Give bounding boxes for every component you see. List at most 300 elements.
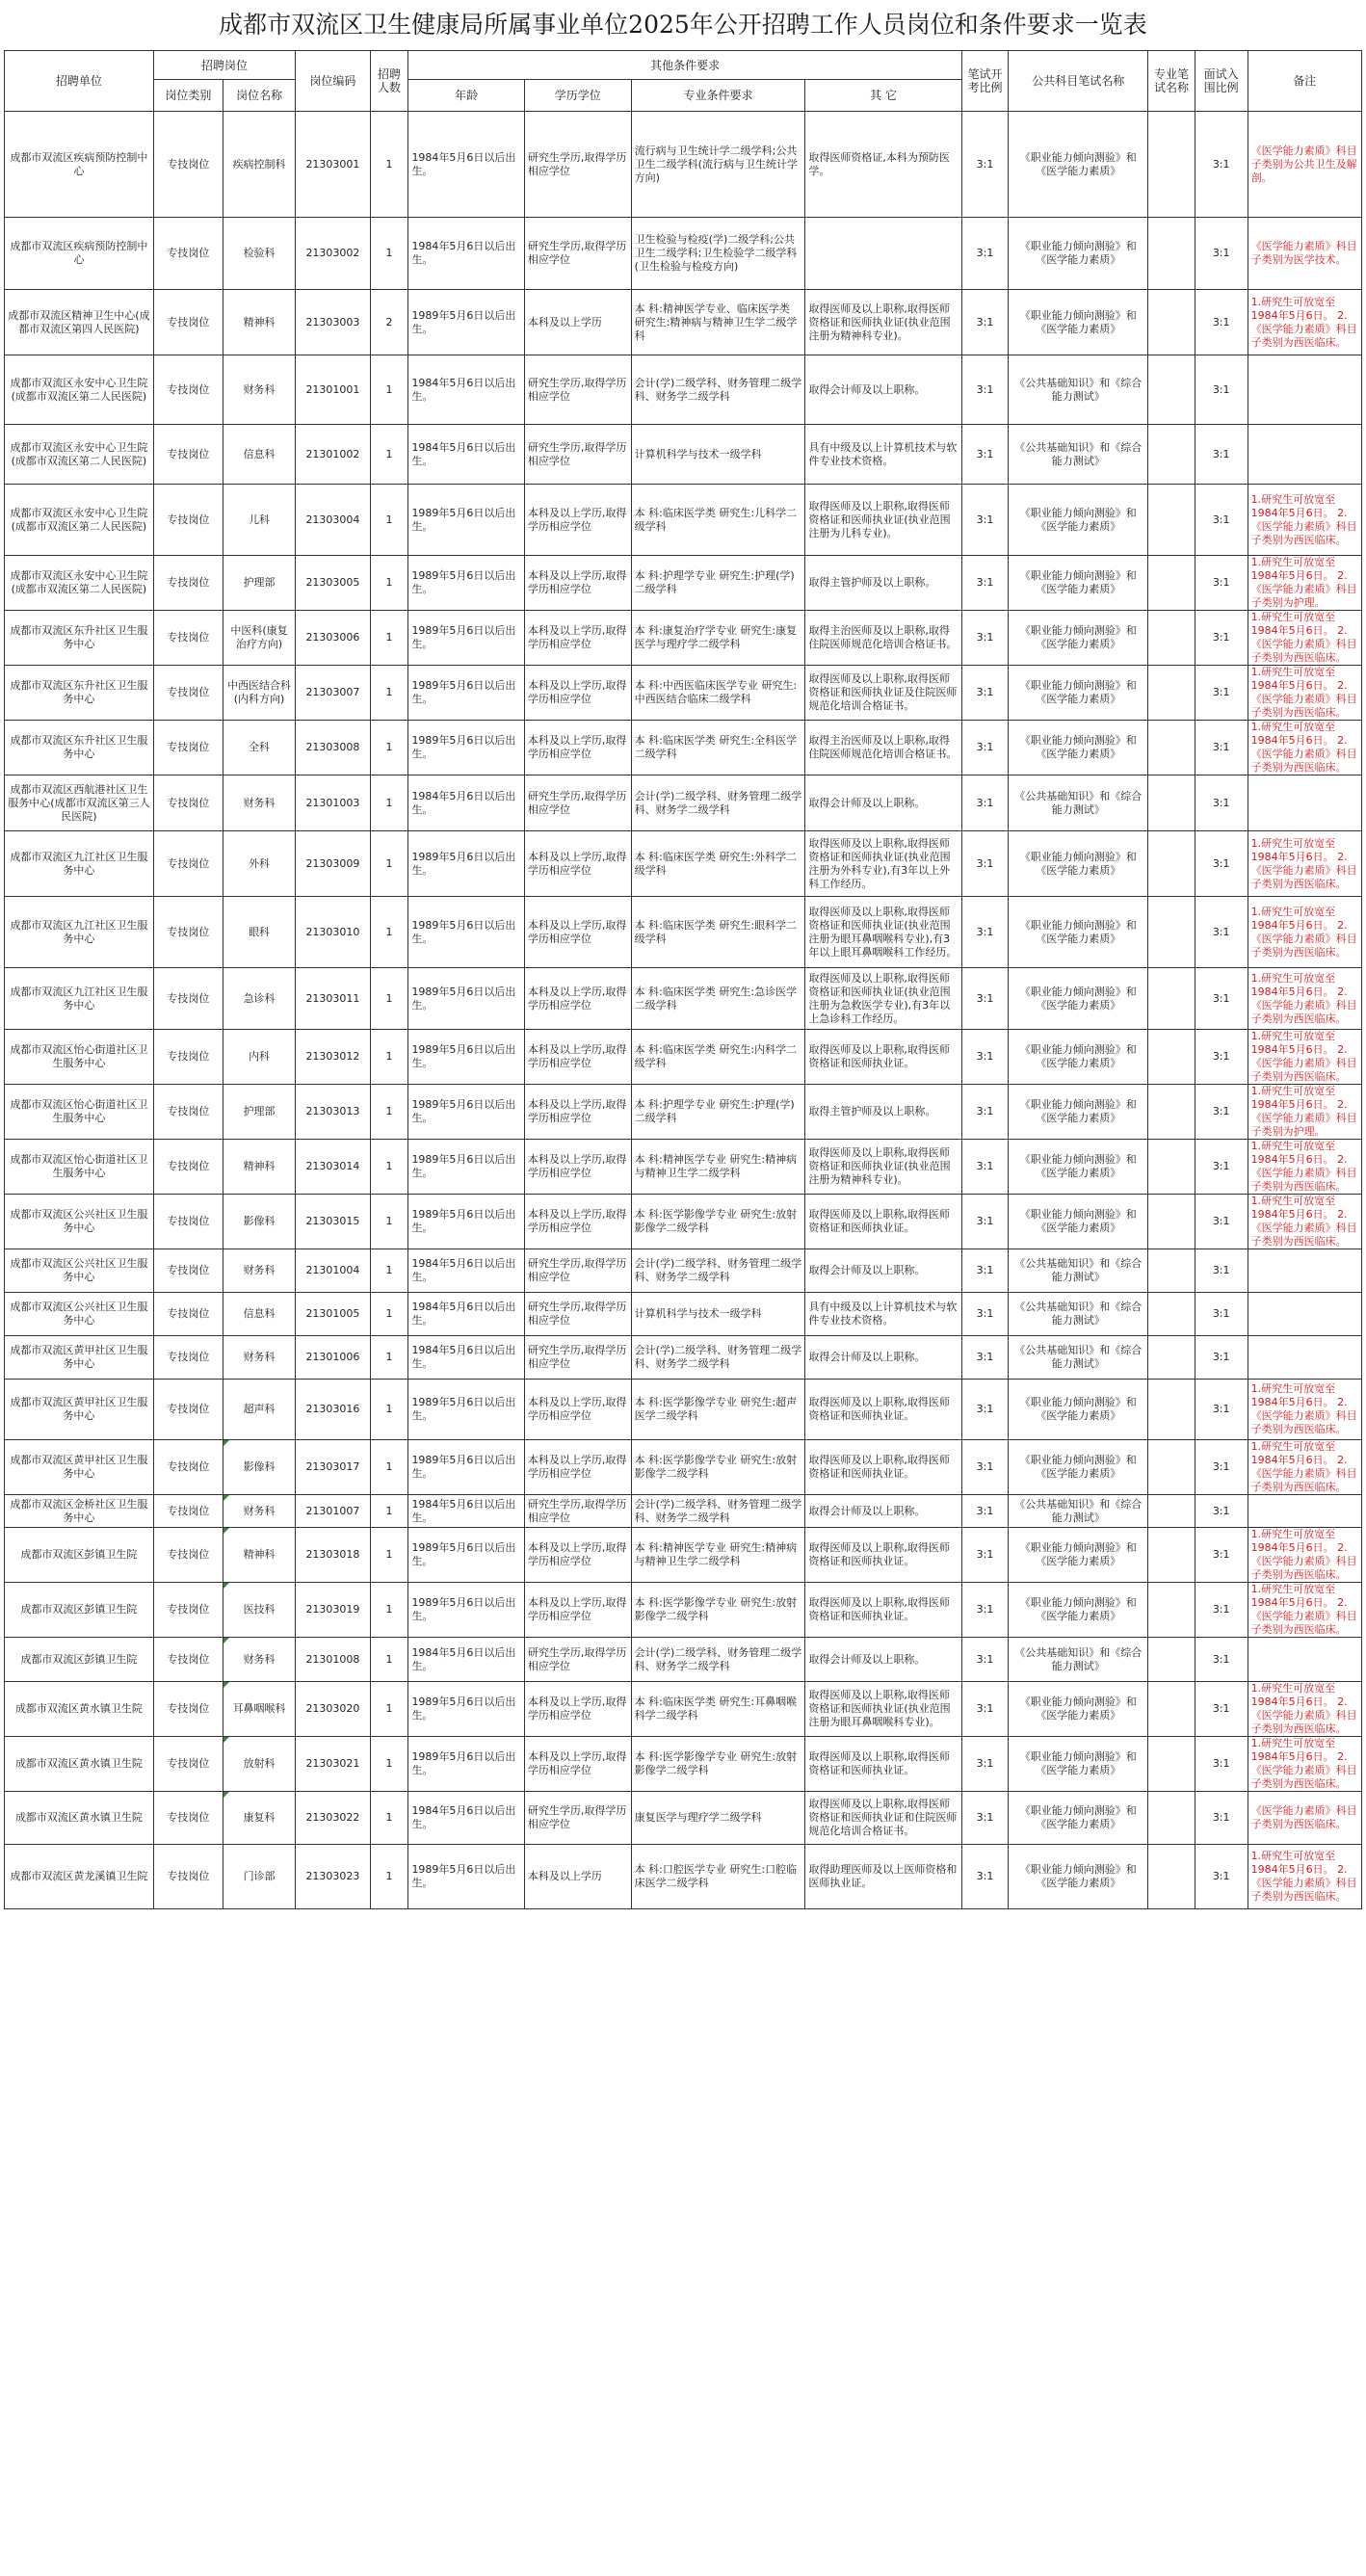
ratio-cell: 3:1 bbox=[961, 775, 1008, 831]
unit-cell: 成都市双流区永安中心卫生院(成都市双流区第二人民医院) bbox=[5, 485, 154, 556]
other-cell: 取得会计师及以上职称。 bbox=[805, 775, 961, 831]
post-type-cell: 专技岗位 bbox=[153, 1737, 223, 1792]
table-row bbox=[5, 1440, 1362, 1495]
post-type-cell: 专技岗位 bbox=[153, 1336, 223, 1380]
post-name-cell: 信息科 bbox=[223, 1293, 295, 1336]
interview-ratio-cell: 3:1 bbox=[1195, 831, 1248, 897]
ratio-cell: 3:1 bbox=[961, 721, 1008, 775]
remark-cell: 1.研究生可放宽至1984年5月6日。 2.《医学能力素质》科目子类别为西医临床。 bbox=[1248, 1682, 1361, 1737]
interview-ratio-cell: 3:1 bbox=[1195, 1085, 1248, 1140]
public-exam-cell: 《职业能力倾向测验》和《医学能力素质》 bbox=[1009, 968, 1148, 1030]
other-cell: 具有中级及以上计算机技术与软件专业技术资格。 bbox=[805, 425, 961, 485]
pro-exam-cell bbox=[1148, 112, 1195, 218]
post-name-cell: 耳鼻咽喉科 bbox=[223, 1682, 295, 1737]
public-exam-cell: 《职业能力倾向测验》和《医学能力素质》 bbox=[1009, 1583, 1148, 1638]
post-type-cell: 专技岗位 bbox=[153, 1195, 223, 1249]
interview-ratio-cell: 3:1 bbox=[1195, 897, 1248, 968]
other-cell: 取得助理医师及以上医师资格和医师执业证。 bbox=[805, 1845, 961, 1909]
post-code-cell: 21303022 bbox=[296, 1792, 370, 1845]
education-cell: 研究生学历,取得学历相应学位 bbox=[524, 1495, 631, 1528]
age-cell: 1984年5月6日以后出生。 bbox=[408, 775, 524, 831]
age-cell: 1989年5月6日以后出生。 bbox=[408, 1845, 524, 1909]
table-row bbox=[5, 1845, 1362, 1909]
ratio-cell: 3:1 bbox=[961, 1293, 1008, 1336]
count-cell: 1 bbox=[370, 1528, 408, 1583]
post-type-cell: 专技岗位 bbox=[153, 425, 223, 485]
major-cell: 本 科:护理学专业 研究生:护理(学)二级学科 bbox=[631, 556, 805, 611]
remark-cell bbox=[1248, 355, 1361, 425]
post-name-cell: 护理部 bbox=[223, 556, 295, 611]
post-code-cell: 21301008 bbox=[296, 1638, 370, 1682]
table-row bbox=[5, 1583, 1362, 1638]
unit-cell: 成都市双流区公兴社区卫生服务中心 bbox=[5, 1249, 154, 1293]
age-cell: 1984年5月6日以后出生。 bbox=[408, 1336, 524, 1380]
pro-exam-cell bbox=[1148, 1495, 1195, 1528]
post-code-cell: 21301002 bbox=[296, 425, 370, 485]
post-name-cell: 急诊科 bbox=[223, 968, 295, 1030]
count-cell: 1 bbox=[370, 1682, 408, 1737]
interview-ratio-cell: 3:1 bbox=[1195, 1030, 1248, 1085]
pro-exam-cell bbox=[1148, 1249, 1195, 1293]
other-cell: 取得医师及以上职称,取得医师资格证和医师执业证(执业范围注册为眼耳鼻咽喉科专业)。 bbox=[805, 1682, 961, 1737]
remark-cell: 1.研究生可放宽至1984年5月6日。 2.《医学能力素质》科目子类别为西医临床。 bbox=[1248, 1440, 1361, 1495]
pro-exam-cell bbox=[1148, 1528, 1195, 1583]
unit-cell: 成都市双流区怡心街道社区卫生服务中心 bbox=[5, 1085, 154, 1140]
post-name-cell: 全科 bbox=[223, 721, 295, 775]
pro-exam-cell bbox=[1148, 355, 1195, 425]
post-code-cell: 21301007 bbox=[296, 1495, 370, 1528]
count-cell: 1 bbox=[370, 968, 408, 1030]
post-name-cell: 中医科(康复治疗方向) bbox=[223, 611, 295, 666]
public-exam-cell: 《职业能力倾向测验》和《医学能力素质》 bbox=[1009, 112, 1148, 218]
post-type-cell: 专技岗位 bbox=[153, 1440, 223, 1495]
interview-ratio-cell: 3:1 bbox=[1195, 556, 1248, 611]
other-cell: 取得医师及以上职称,取得医师资格证和医师执业证(执业范围注册为精神科专业)。 bbox=[805, 290, 961, 355]
interview-ratio-cell: 3:1 bbox=[1195, 968, 1248, 1030]
table-row bbox=[5, 831, 1362, 897]
interview-ratio-cell: 3:1 bbox=[1195, 1293, 1248, 1336]
post-code-cell: 21303010 bbox=[296, 897, 370, 968]
remark-cell: 1.研究生可放宽至1984年5月6日。 2.《医学能力素质》科目子类别为西医临床。 bbox=[1248, 1380, 1361, 1440]
remark-cell: 1.研究生可放宽至1984年5月6日。 2.《医学能力素质》科目子类别为西医临床。 bbox=[1248, 968, 1361, 1030]
post-name-cell: 影像科 bbox=[223, 1195, 295, 1249]
count-cell: 1 bbox=[370, 1440, 408, 1495]
ratio-cell: 3:1 bbox=[961, 556, 1008, 611]
pro-exam-cell bbox=[1148, 775, 1195, 831]
other-cell: 取得医师及以上职称,取得医师资格证和医师执业证。 bbox=[805, 1440, 961, 1495]
post-code-cell: 21303017 bbox=[296, 1440, 370, 1495]
post-type-cell: 专技岗位 bbox=[153, 775, 223, 831]
post-type-cell: 专技岗位 bbox=[153, 1293, 223, 1336]
unit-cell: 成都市双流区九江社区卫生服务中心 bbox=[5, 968, 154, 1030]
post-name-cell: 外科 bbox=[223, 831, 295, 897]
count-cell: 1 bbox=[370, 897, 408, 968]
post-type-cell: 专技岗位 bbox=[153, 721, 223, 775]
interview-ratio-cell: 3:1 bbox=[1195, 1583, 1248, 1638]
public-exam-cell: 《职业能力倾向测验》和《医学能力素质》 bbox=[1009, 290, 1148, 355]
other-cell: 取得医师及以上职称,取得医师资格证和医师执业证。 bbox=[805, 1195, 961, 1249]
post-name-cell: 精神科 bbox=[223, 1528, 295, 1583]
education-cell: 本科及以上学历,取得学历相应学位 bbox=[524, 666, 631, 721]
interview-ratio-cell: 3:1 bbox=[1195, 425, 1248, 485]
education-cell: 本科及以上学历,取得学历相应学位 bbox=[524, 1195, 631, 1249]
header-post-name: 岗位名称 bbox=[223, 80, 295, 112]
post-type-cell: 专技岗位 bbox=[153, 831, 223, 897]
pro-exam-cell bbox=[1148, 611, 1195, 666]
ratio-cell: 3:1 bbox=[961, 1380, 1008, 1440]
education-cell: 本科及以上学历,取得学历相应学位 bbox=[524, 1030, 631, 1085]
remark-cell: 《医学能力素质》科目子类别为医学技术。 bbox=[1248, 218, 1361, 290]
education-cell: 本科及以上学历,取得学历相应学位 bbox=[524, 721, 631, 775]
table-row bbox=[5, 218, 1362, 290]
table-row bbox=[5, 897, 1362, 968]
major-cell: 康复医学与理疗学二级学科 bbox=[631, 1792, 805, 1845]
post-code-cell: 21303012 bbox=[296, 1030, 370, 1085]
count-cell: 1 bbox=[370, 1583, 408, 1638]
major-cell: 本 科:临床医学类 研究生:儿科学二级学科 bbox=[631, 485, 805, 556]
pro-exam-cell bbox=[1148, 1792, 1195, 1845]
other-cell: 取得医师及以上职称,取得医师资格证和医师执业证。 bbox=[805, 1528, 961, 1583]
major-cell: 本 科:医学影像学专业 研究生:放射影像学二级学科 bbox=[631, 1583, 805, 1638]
post-type-cell: 专技岗位 bbox=[153, 218, 223, 290]
ratio-cell: 3:1 bbox=[961, 485, 1008, 556]
major-cell: 本 科:医学影像学专业 研究生:放射影像学二级学科 bbox=[631, 1440, 805, 1495]
count-cell: 1 bbox=[370, 1737, 408, 1792]
remark-cell: 《医学能力素质》科目子类别为西医临床。 bbox=[1248, 1792, 1361, 1845]
recruitment-table bbox=[4, 50, 1362, 1909]
count-cell: 1 bbox=[370, 1030, 408, 1085]
table-row bbox=[5, 1293, 1362, 1336]
remark-cell: 1.研究生可放宽至1984年5月6日。 2.《医学能力素质》科目子类别为西医临床。 bbox=[1248, 1140, 1361, 1195]
post-code-cell: 21303007 bbox=[296, 666, 370, 721]
post-type-cell: 专技岗位 bbox=[153, 611, 223, 666]
post-code-cell: 21303009 bbox=[296, 831, 370, 897]
pro-exam-cell bbox=[1148, 1380, 1195, 1440]
other-cell: 取得医师及以上职称,取得医师资格证和医师执业证及住院医师规范化培训合格证书。 bbox=[805, 666, 961, 721]
table-row bbox=[5, 290, 1362, 355]
header-other: 其 它 bbox=[805, 80, 961, 112]
post-name-cell: 检验科 bbox=[223, 218, 295, 290]
unit-cell: 成都市双流区彭镇卫生院 bbox=[5, 1528, 154, 1583]
major-cell: 本 科:临床医学类 研究生:耳鼻咽喉科学二级学科 bbox=[631, 1682, 805, 1737]
interview-ratio-cell: 3:1 bbox=[1195, 1737, 1248, 1792]
ratio-cell: 3:1 bbox=[961, 1528, 1008, 1583]
major-cell: 流行病与卫生统计学二级学科;公共卫生二级学科(流行病与卫生统计学方向) bbox=[631, 112, 805, 218]
unit-cell: 成都市双流区西航港社区卫生服务中心(成都市双流区第三人民医院) bbox=[5, 775, 154, 831]
count-cell: 1 bbox=[370, 1249, 408, 1293]
age-cell: 1989年5月6日以后出生。 bbox=[408, 290, 524, 355]
other-cell: 取得会计师及以上职称。 bbox=[805, 355, 961, 425]
age-cell: 1984年5月6日以后出生。 bbox=[408, 1293, 524, 1336]
post-name-cell: 精神科 bbox=[223, 290, 295, 355]
public-exam-cell: 《职业能力倾向测验》和《医学能力素质》 bbox=[1009, 1085, 1148, 1140]
major-cell: 本 科:医学影像学专业 研究生:超声医学二级学科 bbox=[631, 1380, 805, 1440]
major-cell: 本 科:医学影像学专业 研究生:放射影像学二级学科 bbox=[631, 1195, 805, 1249]
count-cell: 1 bbox=[370, 831, 408, 897]
count-cell: 1 bbox=[370, 218, 408, 290]
unit-cell: 成都市双流区黄水镇卫生院 bbox=[5, 1737, 154, 1792]
age-cell: 1989年5月6日以后出生。 bbox=[408, 1195, 524, 1249]
education-cell: 本科及以上学历,取得学历相应学位 bbox=[524, 1583, 631, 1638]
education-cell: 本科及以上学历,取得学历相应学位 bbox=[524, 1440, 631, 1495]
age-cell: 1984年5月6日以后出生。 bbox=[408, 1638, 524, 1682]
header-interview-ratio: 面试入围比例 bbox=[1195, 51, 1248, 112]
interview-ratio-cell: 3:1 bbox=[1195, 1792, 1248, 1845]
major-cell: 会计(学)二级学科、财务管理二级学科、财务学二级学科 bbox=[631, 1495, 805, 1528]
age-cell: 1989年5月6日以后出生。 bbox=[408, 1528, 524, 1583]
unit-cell: 成都市双流区东升社区卫生服务中心 bbox=[5, 721, 154, 775]
education-cell: 本科及以上学历,取得学历相应学位 bbox=[524, 968, 631, 1030]
table-row bbox=[5, 425, 1362, 485]
unit-cell: 成都市双流区九江社区卫生服务中心 bbox=[5, 831, 154, 897]
post-type-cell: 专技岗位 bbox=[153, 1528, 223, 1583]
count-cell: 1 bbox=[370, 1638, 408, 1682]
pro-exam-cell bbox=[1148, 1638, 1195, 1682]
age-cell: 1989年5月6日以后出生。 bbox=[408, 1140, 524, 1195]
ratio-cell: 3:1 bbox=[961, 666, 1008, 721]
ratio-cell: 3:1 bbox=[961, 1195, 1008, 1249]
public-exam-cell: 《职业能力倾向测验》和《医学能力素质》 bbox=[1009, 218, 1148, 290]
table-row bbox=[5, 355, 1362, 425]
age-cell: 1984年5月6日以后出生。 bbox=[408, 1249, 524, 1293]
post-code-cell: 21303015 bbox=[296, 1195, 370, 1249]
ratio-cell: 3:1 bbox=[961, 1737, 1008, 1792]
header-major: 专业条件要求 bbox=[631, 80, 805, 112]
table-row bbox=[5, 1030, 1362, 1085]
other-cell: 取得会计师及以上职称。 bbox=[805, 1495, 961, 1528]
ratio-cell: 3:1 bbox=[961, 1140, 1008, 1195]
remark-cell: 1.研究生可放宽至1984年5月6日。 2.《医学能力素质》科目子类别为西医临床。 bbox=[1248, 485, 1361, 556]
remark-cell: 1.研究生可放宽至1984年5月6日。 2.《医学能力素质》科目子类别为护理。 bbox=[1248, 556, 1361, 611]
age-cell: 1984年5月6日以后出生。 bbox=[408, 218, 524, 290]
header-pro-exam: 专业笔试名称 bbox=[1148, 51, 1195, 112]
post-code-cell: 21303019 bbox=[296, 1583, 370, 1638]
public-exam-cell: 《职业能力倾向测验》和《医学能力素质》 bbox=[1009, 1030, 1148, 1085]
post-type-cell: 专技岗位 bbox=[153, 1495, 223, 1528]
post-name-cell: 门诊部 bbox=[223, 1845, 295, 1909]
pro-exam-cell bbox=[1148, 485, 1195, 556]
other-cell: 取得医师及以上职称,取得医师资格证和医师执业证(执业范围注册为精神科专业)。 bbox=[805, 1140, 961, 1195]
major-cell: 本 科:康复治疗学专业 研究生:康复医学与理疗学二级学科 bbox=[631, 611, 805, 666]
interview-ratio-cell: 3:1 bbox=[1195, 1845, 1248, 1909]
education-cell: 本科及以上学历,取得学历相应学位 bbox=[524, 1380, 631, 1440]
other-cell: 取得会计师及以上职称。 bbox=[805, 1336, 961, 1380]
age-cell: 1984年5月6日以后出生。 bbox=[408, 1495, 524, 1528]
education-cell: 研究生学历,取得学历相应学位 bbox=[524, 1638, 631, 1682]
unit-cell: 成都市双流区黄甲社区卫生服务中心 bbox=[5, 1380, 154, 1440]
ratio-cell: 3:1 bbox=[961, 968, 1008, 1030]
remark-cell bbox=[1248, 425, 1361, 485]
education-cell: 研究生学历,取得学历相应学位 bbox=[524, 775, 631, 831]
public-exam-cell: 《职业能力倾向测验》和《医学能力素质》 bbox=[1009, 1140, 1148, 1195]
post-type-cell: 专技岗位 bbox=[153, 666, 223, 721]
header-ratio: 笔试开考比例 bbox=[961, 51, 1008, 112]
remark-cell: 1.研究生可放宽至1984年5月6日。 2.《医学能力素质》科目子类别为西医临床。 bbox=[1248, 611, 1361, 666]
post-name-cell: 财务科 bbox=[223, 775, 295, 831]
remark-cell: 《医学能力素质》科目子类别为公共卫生及解剖。 bbox=[1248, 112, 1361, 218]
post-name-cell: 眼科 bbox=[223, 897, 295, 968]
count-cell: 1 bbox=[370, 112, 408, 218]
post-name-cell: 医技科 bbox=[223, 1583, 295, 1638]
pro-exam-cell bbox=[1148, 1440, 1195, 1495]
age-cell: 1989年5月6日以后出生。 bbox=[408, 556, 524, 611]
table-row bbox=[5, 1195, 1362, 1249]
public-exam-cell: 《职业能力倾向测验》和《医学能力素质》 bbox=[1009, 556, 1148, 611]
post-type-cell: 专技岗位 bbox=[153, 1638, 223, 1682]
education-cell: 本科及以上学历,取得学历相应学位 bbox=[524, 1528, 631, 1583]
header-post-code: 岗位编码 bbox=[296, 51, 370, 112]
post-type-cell: 专技岗位 bbox=[153, 290, 223, 355]
pro-exam-cell bbox=[1148, 1845, 1195, 1909]
header-education: 学历学位 bbox=[524, 80, 631, 112]
header-post-group: 招聘岗位 bbox=[153, 51, 295, 80]
post-name-cell: 财务科 bbox=[223, 1495, 295, 1528]
post-type-cell: 专技岗位 bbox=[153, 112, 223, 218]
post-name-cell: 信息科 bbox=[223, 425, 295, 485]
ratio-cell: 3:1 bbox=[961, 1845, 1008, 1909]
education-cell: 研究生学历,取得学历相应学位 bbox=[524, 355, 631, 425]
age-cell: 1984年5月6日以后出生。 bbox=[408, 355, 524, 425]
public-exam-cell: 《公共基础知识》和《综合能力测试》 bbox=[1009, 1495, 1148, 1528]
post-type-cell: 专技岗位 bbox=[153, 1845, 223, 1909]
unit-cell: 成都市双流区金桥社区卫生服务中心 bbox=[5, 1495, 154, 1528]
count-cell: 1 bbox=[370, 425, 408, 485]
major-cell: 本 科:临床医学类 研究生:急诊医学二级学科 bbox=[631, 968, 805, 1030]
post-type-cell: 专技岗位 bbox=[153, 556, 223, 611]
unit-cell: 成都市双流区公兴社区卫生服务中心 bbox=[5, 1195, 154, 1249]
post-type-cell: 专技岗位 bbox=[153, 1583, 223, 1638]
other-cell: 取得医师及以上职称,取得医师资格证和医师执业证。 bbox=[805, 1030, 961, 1085]
other-cell: 取得医师及以上职称,取得医师资格证和医师执业证(执业范围注册为外科专业),有3年以上外科工作经历。 bbox=[805, 831, 961, 897]
major-cell: 会计(学)二级学科、财务管理二级学科、财务学二级学科 bbox=[631, 1638, 805, 1682]
post-name-cell: 财务科 bbox=[223, 1638, 295, 1682]
page-title: 成都市双流区卫生健康局所属事业单位2025年公开招聘工作人员岗位和条件要求一览表 bbox=[219, 11, 1147, 39]
pro-exam-cell bbox=[1148, 721, 1195, 775]
post-name-cell: 儿科 bbox=[223, 485, 295, 556]
pro-exam-cell bbox=[1148, 1336, 1195, 1380]
post-name-cell: 中西医结合科(内科方向) bbox=[223, 666, 295, 721]
pro-exam-cell bbox=[1148, 1030, 1195, 1085]
post-code-cell: 21303023 bbox=[296, 1845, 370, 1909]
pro-exam-cell bbox=[1148, 831, 1195, 897]
major-cell: 本 科:临床医学类 研究生:外科学二级学科 bbox=[631, 831, 805, 897]
major-cell: 本 科:中西医临床医学专业 研究生:中西医结合临床二级学科 bbox=[631, 666, 805, 721]
interview-ratio-cell: 3:1 bbox=[1195, 355, 1248, 425]
major-cell: 卫生检验与检疫(学)二级学科;公共卫生二级学科;卫生检验学二级学科(卫生检验与检疫方向) bbox=[631, 218, 805, 290]
interview-ratio-cell: 3:1 bbox=[1195, 1195, 1248, 1249]
count-cell: 1 bbox=[370, 1140, 408, 1195]
age-cell: 1989年5月6日以后出生。 bbox=[408, 1737, 524, 1792]
education-cell: 本科及以上学历,取得学历相应学位 bbox=[524, 1085, 631, 1140]
post-name-cell: 超声科 bbox=[223, 1380, 295, 1440]
interview-ratio-cell: 3:1 bbox=[1195, 721, 1248, 775]
major-cell: 本 科:口腔医学专业 研究生:口腔临床医学二级学科 bbox=[631, 1845, 805, 1909]
table-row bbox=[5, 1792, 1362, 1845]
count-cell: 1 bbox=[370, 611, 408, 666]
interview-ratio-cell: 3:1 bbox=[1195, 1140, 1248, 1195]
unit-cell: 成都市双流区九江社区卫生服务中心 bbox=[5, 897, 154, 968]
age-cell: 1989年5月6日以后出生。 bbox=[408, 611, 524, 666]
table-row bbox=[5, 1682, 1362, 1737]
table-row bbox=[5, 112, 1362, 218]
unit-cell: 成都市双流区永安中心卫生院(成都市双流区第二人民医院) bbox=[5, 355, 154, 425]
other-cell: 取得医师及以上职称,取得医师资格证和医师执业证(执业范围注册为眼耳鼻咽喉科专业),有3年以上眼耳鼻咽喉科工作经历。 bbox=[805, 897, 961, 968]
public-exam-cell: 《公共基础知识》和《综合能力测试》 bbox=[1009, 1638, 1148, 1682]
major-cell: 本 科:精神医学专业、临床医学类 研究生:精神病与精神卫生学二级学科 bbox=[631, 290, 805, 355]
age-cell: 1984年5月6日以后出生。 bbox=[408, 1792, 524, 1845]
count-cell: 1 bbox=[370, 1495, 408, 1528]
interview-ratio-cell: 3:1 bbox=[1195, 1336, 1248, 1380]
public-exam-cell: 《职业能力倾向测验》和《医学能力素质》 bbox=[1009, 721, 1148, 775]
post-code-cell: 21303014 bbox=[296, 1140, 370, 1195]
major-cell: 会计(学)二级学科、财务管理二级学科、财务学二级学科 bbox=[631, 355, 805, 425]
count-cell: 2 bbox=[370, 290, 408, 355]
ratio-cell: 3:1 bbox=[961, 897, 1008, 968]
pro-exam-cell bbox=[1148, 666, 1195, 721]
remark-cell: 1.研究生可放宽至1984年5月6日。 2.《医学能力素质》科目子类别为西医临床。 bbox=[1248, 897, 1361, 968]
remark-cell bbox=[1248, 775, 1361, 831]
count-cell: 1 bbox=[370, 775, 408, 831]
education-cell: 研究生学历,取得学历相应学位 bbox=[524, 1792, 631, 1845]
count-cell: 1 bbox=[370, 1380, 408, 1440]
post-code-cell: 21303005 bbox=[296, 556, 370, 611]
remark-cell: 1.研究生可放宽至1984年5月6日。 2.《医学能力素质》科目子类别为西医临床。 bbox=[1248, 1845, 1361, 1909]
header-other-conditions: 其他条件要求 bbox=[408, 51, 961, 80]
interview-ratio-cell: 3:1 bbox=[1195, 666, 1248, 721]
age-cell: 1984年5月6日以后出生。 bbox=[408, 112, 524, 218]
remark-cell bbox=[1248, 1249, 1361, 1293]
post-code-cell: 21303008 bbox=[296, 721, 370, 775]
table-row bbox=[5, 721, 1362, 775]
table-row bbox=[5, 1085, 1362, 1140]
age-cell: 1989年5月6日以后出生。 bbox=[408, 485, 524, 556]
post-type-cell: 专技岗位 bbox=[153, 1140, 223, 1195]
post-name-cell: 财务科 bbox=[223, 355, 295, 425]
table-row bbox=[5, 1380, 1362, 1440]
public-exam-cell: 《职业能力倾向测验》和《医学能力素质》 bbox=[1009, 611, 1148, 666]
other-cell: 取得主治医师及以上职称,取得住院医师规范化培训合格证书。 bbox=[805, 611, 961, 666]
age-cell: 1984年5月6日以后出生。 bbox=[408, 425, 524, 485]
unit-cell: 成都市双流区彭镇卫生院 bbox=[5, 1583, 154, 1638]
remark-cell bbox=[1248, 1336, 1361, 1380]
other-cell: 取得医师及以上职称,取得医师资格证和医师执业证(执业范围注册为儿科专业)。 bbox=[805, 485, 961, 556]
public-exam-cell: 《公共基础知识》和《综合能力测试》 bbox=[1009, 1336, 1148, 1380]
post-code-cell: 21303002 bbox=[296, 218, 370, 290]
count-cell: 1 bbox=[370, 1845, 408, 1909]
table-row bbox=[5, 666, 1362, 721]
public-exam-cell: 《公共基础知识》和《综合能力测试》 bbox=[1009, 425, 1148, 485]
other-cell: 取得会计师及以上职称。 bbox=[805, 1249, 961, 1293]
unit-cell: 成都市双流区公兴社区卫生服务中心 bbox=[5, 1293, 154, 1336]
post-code-cell: 21301003 bbox=[296, 775, 370, 831]
other-cell: 取得主治医师及以上职称,取得住院医师规范化培训合格证书。 bbox=[805, 721, 961, 775]
count-cell: 1 bbox=[370, 1293, 408, 1336]
education-cell: 研究生学历,取得学历相应学位 bbox=[524, 218, 631, 290]
education-cell: 本科及以上学历,取得学历相应学位 bbox=[524, 1140, 631, 1195]
public-exam-cell: 《公共基础知识》和《综合能力测试》 bbox=[1009, 355, 1148, 425]
pro-exam-cell bbox=[1148, 1140, 1195, 1195]
post-type-cell: 专技岗位 bbox=[153, 1030, 223, 1085]
public-exam-cell: 《职业能力倾向测验》和《医学能力素质》 bbox=[1009, 1195, 1148, 1249]
table-row bbox=[5, 1528, 1362, 1583]
ratio-cell: 3:1 bbox=[961, 1638, 1008, 1682]
unit-cell: 成都市双流区疾病预防控制中心 bbox=[5, 218, 154, 290]
remark-cell: 1.研究生可放宽至1984年5月6日。 2.《医学能力素质》科目子类别为西医临床。 bbox=[1248, 1195, 1361, 1249]
ratio-cell: 3:1 bbox=[961, 112, 1008, 218]
age-cell: 1989年5月6日以后出生。 bbox=[408, 1682, 524, 1737]
post-code-cell: 21303011 bbox=[296, 968, 370, 1030]
education-cell: 研究生学历,取得学历相应学位 bbox=[524, 425, 631, 485]
